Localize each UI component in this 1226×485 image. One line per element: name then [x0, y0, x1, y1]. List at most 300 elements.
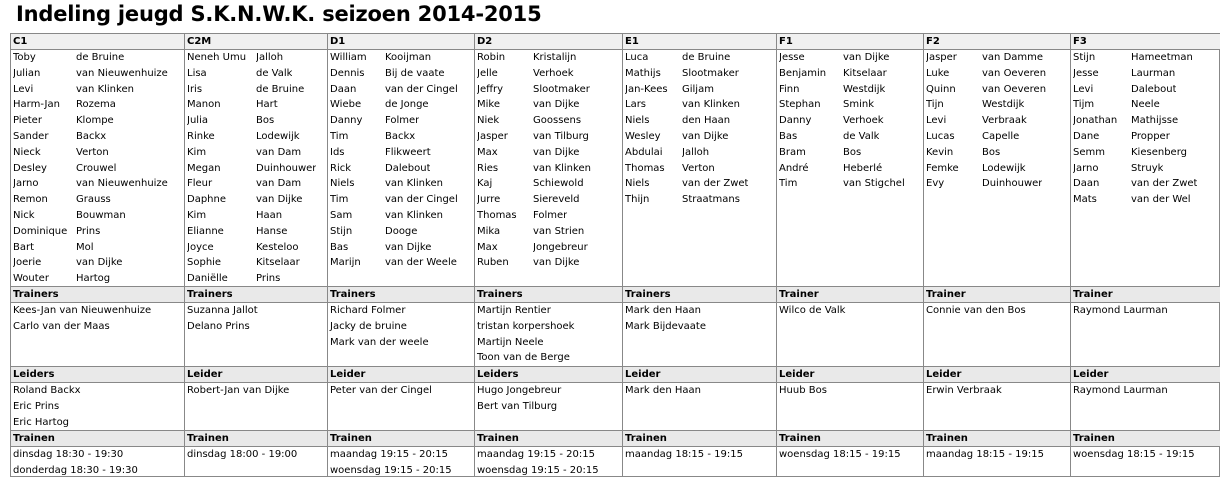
- player-row: [475, 50, 622, 66]
- training-section: [185, 430, 327, 478]
- leaders-entry: Erwin Verbraak: [926, 385, 1002, 396]
- player-first-name: Jurre: [477, 194, 501, 206]
- player-row: [777, 50, 923, 66]
- player-last-name: de Bruine: [256, 83, 305, 95]
- trainers-section: [11, 286, 184, 367]
- leaders-label: Leiders: [11, 367, 184, 383]
- player-last-name: van der Zwet: [1131, 178, 1198, 190]
- leaders-section: [777, 366, 923, 431]
- player-first-name: Luca: [625, 52, 649, 63]
- player-last-name: Neele: [1131, 99, 1160, 111]
- training-section: [328, 430, 474, 478]
- player-row: [11, 224, 184, 240]
- trainers-entry: Martijn Rentier: [477, 305, 551, 316]
- player-last-name: van Dijke: [682, 130, 729, 142]
- player-row: [11, 82, 184, 98]
- player-last-name: Kooijman: [385, 52, 432, 63]
- player-last-name: van Klinken: [533, 162, 591, 174]
- player-first-name: Tijn: [926, 99, 944, 111]
- player-last-name: Smink: [843, 99, 874, 111]
- player-row: [1071, 176, 1220, 192]
- trainers-entry: Wilco de Valk: [779, 305, 846, 316]
- player-first-name: Desley: [13, 162, 47, 174]
- player-first-name: Harm-Jan: [13, 99, 60, 111]
- player-row: [185, 113, 327, 129]
- player-first-name: Niek: [477, 115, 500, 127]
- player-last-name: Struyk: [1131, 162, 1164, 174]
- team-column: [923, 34, 1070, 476]
- leaders-section: [1071, 366, 1220, 431]
- trainers-entry: Jacky de bruine: [330, 320, 407, 332]
- leaders-label: Leider: [1071, 367, 1220, 383]
- player-row: [328, 161, 474, 177]
- player-last-name: van der Cingel: [385, 83, 458, 95]
- player-last-name: Hameetman: [1131, 52, 1193, 63]
- player-row: [1071, 50, 1220, 66]
- player-first-name: Bas: [779, 130, 798, 142]
- trainers-entry: Raymond Laurman: [1073, 305, 1168, 316]
- player-first-name: Niels: [330, 178, 355, 190]
- leaders-entry: Roland Backx: [13, 385, 81, 396]
- player-first-name: Lars: [625, 99, 647, 111]
- leaders-section: [924, 366, 1070, 431]
- player-last-name: Laurman: [1131, 67, 1176, 79]
- player-row: [1071, 192, 1220, 208]
- players-section: [1071, 34, 1220, 286]
- trainers-entry: Martijn Neele: [477, 336, 544, 348]
- player-last-name: Siereveld: [533, 194, 580, 206]
- player-last-name: Verton: [682, 162, 715, 174]
- player-last-name: Kristalijn: [533, 52, 577, 63]
- team-column: [776, 34, 923, 476]
- leaders-section: [623, 366, 776, 431]
- team-table: [10, 33, 1220, 477]
- player-first-name: William: [330, 52, 367, 63]
- player-first-name: Neneh Umu: [187, 52, 247, 63]
- player-first-name: Megan: [187, 162, 221, 174]
- training-entry: dinsdag 18:00 - 19:00: [187, 449, 298, 460]
- player-last-name: van der Cingel: [385, 194, 458, 206]
- team-column: [184, 34, 327, 476]
- players-section: [623, 34, 776, 286]
- player-row: [185, 66, 327, 82]
- player-first-name: Jesse: [779, 52, 805, 63]
- player-first-name: Marijn: [330, 257, 361, 269]
- player-first-name: Levi: [926, 115, 947, 127]
- player-last-name: Westdijk: [843, 83, 886, 95]
- player-row: [1071, 82, 1220, 98]
- player-first-name: Julian: [13, 67, 41, 79]
- training-label: Trainen: [328, 431, 474, 447]
- training-label: Trainen: [777, 431, 923, 447]
- training-label: Trainen: [924, 431, 1070, 447]
- player-first-name: Sophie: [187, 257, 222, 269]
- player-first-name: Semm: [1073, 146, 1105, 158]
- team-column: [1070, 34, 1220, 476]
- player-row: [185, 129, 327, 145]
- player-row: [185, 176, 327, 192]
- player-last-name: Bouwman: [76, 209, 126, 221]
- player-row: [623, 113, 776, 129]
- player-first-name: Max: [477, 146, 498, 158]
- player-last-name: de Valk: [843, 130, 880, 142]
- player-last-name: Slootmaker: [682, 67, 739, 79]
- player-row: [11, 255, 184, 271]
- player-last-name: Capelle: [982, 130, 1020, 142]
- team-name: C2M: [185, 34, 327, 50]
- player-last-name: van der Zwet: [682, 178, 749, 190]
- player-row: [328, 224, 474, 240]
- player-row: [328, 82, 474, 98]
- player-first-name: Lucas: [926, 130, 955, 142]
- player-row: [11, 129, 184, 145]
- player-row: [623, 129, 776, 145]
- player-last-name: van Dam: [256, 178, 302, 190]
- trainers-entry: Delano Prins: [187, 320, 250, 332]
- trainers-entry: Mark van der weele: [330, 336, 429, 348]
- team-name: D1: [328, 34, 474, 50]
- player-last-name: van Dijke: [256, 194, 303, 206]
- player-first-name: Nieck: [13, 146, 41, 158]
- leaders-entry: Bert van Tilburg: [477, 400, 558, 412]
- player-last-name: Westdijk: [982, 99, 1025, 111]
- player-row: [185, 224, 327, 240]
- player-row: [475, 66, 622, 82]
- player-last-name: Hart: [256, 99, 278, 111]
- leaders-section: [328, 366, 474, 431]
- player-row: [11, 192, 184, 208]
- player-row: [924, 66, 1070, 82]
- player-row: [777, 113, 923, 129]
- player-row: [328, 255, 474, 271]
- players-section: [11, 34, 184, 286]
- player-last-name: Mathijsse: [1131, 115, 1179, 127]
- player-first-name: Daphne: [187, 194, 227, 206]
- trainers-section: [328, 286, 474, 367]
- player-row: [777, 145, 923, 161]
- player-last-name: Heberlé: [843, 162, 883, 174]
- player-last-name: Schiewold: [533, 178, 584, 190]
- team-column: [11, 34, 184, 476]
- players-section: [475, 34, 622, 286]
- player-first-name: Wesley: [625, 130, 661, 142]
- player-last-name: Kiesenberg: [1131, 146, 1187, 158]
- player-first-name: Mika: [477, 225, 501, 237]
- player-last-name: Backx: [385, 130, 416, 142]
- player-first-name: Levi: [1073, 83, 1094, 95]
- player-first-name: Daan: [1073, 178, 1100, 190]
- player-first-name: Joyce: [187, 241, 214, 253]
- player-last-name: Dalebout: [1131, 83, 1177, 95]
- player-row: [185, 145, 327, 161]
- player-last-name: Lodewijk: [256, 130, 300, 142]
- players-section: [185, 34, 327, 286]
- player-first-name: Niels: [625, 115, 650, 127]
- player-last-name: van Nieuwenhuize: [76, 67, 168, 79]
- player-first-name: Thijn: [625, 194, 650, 206]
- player-last-name: van Dijke: [76, 257, 123, 269]
- player-row: [623, 66, 776, 82]
- player-last-name: van der Wel: [1131, 194, 1191, 206]
- training-section: [475, 430, 622, 478]
- player-last-name: van Tilburg: [533, 130, 589, 142]
- player-last-name: Folmer: [533, 209, 568, 221]
- player-row: [328, 129, 474, 145]
- trainers-entry: Mark den Haan: [625, 305, 701, 316]
- player-row: [11, 208, 184, 224]
- player-first-name: Wouter: [13, 273, 49, 285]
- player-first-name: Daniëlle: [187, 273, 228, 285]
- player-first-name: Jesse: [1073, 67, 1099, 79]
- training-entry: dinsdag 18:30 - 19:30: [13, 449, 124, 460]
- player-row: [475, 240, 622, 256]
- player-first-name: Jan-Kees: [625, 83, 668, 95]
- player-row: [777, 129, 923, 145]
- player-row: [1071, 113, 1220, 129]
- player-row: [11, 145, 184, 161]
- player-first-name: Bram: [779, 146, 806, 158]
- training-entry: donderdag 18:30 - 19:30: [13, 464, 138, 476]
- training-label: Trainen: [475, 431, 622, 447]
- player-last-name: de Jonge: [385, 99, 429, 111]
- player-last-name: Folmer: [385, 115, 420, 127]
- player-row: [328, 145, 474, 161]
- player-last-name: Haan: [256, 209, 283, 221]
- player-first-name: Tijm: [1073, 99, 1095, 111]
- training-section: [924, 430, 1070, 478]
- player-row: [777, 161, 923, 177]
- player-row: [1071, 97, 1220, 113]
- player-first-name: Mathijs: [625, 67, 661, 79]
- trainers-entry: Kees-Jan van Nieuwenhuize: [13, 305, 152, 316]
- player-row: [328, 192, 474, 208]
- player-last-name: van Dijke: [533, 146, 580, 158]
- player-row: [328, 50, 474, 66]
- player-row: [328, 240, 474, 256]
- player-last-name: Kesteloo: [256, 241, 299, 253]
- player-last-name: Goossens: [533, 115, 582, 127]
- player-first-name: Stephan: [779, 99, 821, 111]
- player-first-name: Remon: [13, 194, 48, 206]
- player-first-name: Stijn: [330, 225, 353, 237]
- player-first-name: Ruben: [477, 257, 509, 269]
- player-first-name: Benjamin: [779, 67, 827, 79]
- player-last-name: Straatmans: [682, 194, 740, 206]
- player-first-name: Bart: [13, 241, 35, 253]
- player-row: [777, 66, 923, 82]
- trainers-entry: tristan korpershoek: [477, 320, 575, 332]
- trainers-section: [924, 286, 1070, 367]
- player-row: [475, 161, 622, 177]
- player-first-name: Kevin: [926, 146, 954, 158]
- player-last-name: Kitselaar: [843, 67, 887, 79]
- player-first-name: Bas: [330, 241, 349, 253]
- player-last-name: Grauss: [76, 194, 111, 206]
- player-last-name: de Valk: [256, 67, 293, 79]
- player-first-name: Kim: [187, 209, 207, 221]
- player-last-name: Verton: [76, 146, 109, 158]
- team-name: C1: [11, 34, 184, 50]
- leaders-label: Leider: [924, 367, 1070, 383]
- player-first-name: Elianne: [187, 225, 224, 237]
- player-row: [475, 176, 622, 192]
- player-last-name: den Haan: [682, 115, 731, 127]
- player-row: [328, 176, 474, 192]
- player-first-name: Mats: [1073, 194, 1097, 206]
- player-row: [1071, 161, 1220, 177]
- player-last-name: Slootmaker: [533, 83, 590, 95]
- trainers-label: Trainer: [1071, 287, 1220, 303]
- player-row: [623, 97, 776, 113]
- player-last-name: Verhoek: [533, 67, 574, 79]
- player-last-name: van Dijke: [533, 99, 580, 111]
- player-row: [777, 97, 923, 113]
- player-row: [11, 97, 184, 113]
- team-name: D2: [475, 34, 622, 50]
- player-row: [475, 129, 622, 145]
- player-row: [475, 113, 622, 129]
- player-row: [185, 255, 327, 271]
- player-last-name: van Dam: [256, 146, 302, 158]
- player-first-name: Kim: [187, 146, 207, 158]
- team-name: F2: [924, 34, 1070, 50]
- leaders-entry: Mark den Haan: [625, 385, 701, 396]
- player-row: [328, 97, 474, 113]
- player-first-name: Sam: [330, 209, 353, 221]
- player-row: [924, 145, 1070, 161]
- player-last-name: Flikweert: [385, 146, 431, 158]
- training-section: [623, 430, 776, 478]
- trainers-label: Trainer: [924, 287, 1070, 303]
- player-row: [11, 240, 184, 256]
- player-last-name: Jalloh: [256, 52, 284, 63]
- trainers-label: Trainer: [777, 287, 923, 303]
- leaders-section: [185, 366, 327, 431]
- training-label: Trainen: [1071, 431, 1220, 447]
- player-row: [185, 271, 327, 287]
- trainers-section: [185, 286, 327, 367]
- player-last-name: Bos: [843, 146, 862, 158]
- player-first-name: Femke: [926, 162, 959, 174]
- player-first-name: Jarno: [13, 178, 39, 190]
- player-row: [185, 50, 327, 66]
- player-first-name: Tim: [779, 178, 798, 190]
- training-entry: maandag 18:15 - 19:15: [625, 449, 743, 460]
- player-first-name: Ids: [330, 146, 345, 158]
- player-first-name: Jonathan: [1073, 115, 1118, 127]
- player-first-name: Sander: [13, 130, 49, 142]
- player-first-name: Ries: [477, 162, 499, 174]
- player-first-name: Jelle: [477, 67, 498, 79]
- player-first-name: Fleur: [187, 178, 213, 190]
- player-row: [623, 82, 776, 98]
- team-name: F3: [1071, 34, 1220, 50]
- player-last-name: Jongebreur: [533, 241, 588, 253]
- player-last-name: Verbraak: [982, 115, 1027, 127]
- leaders-label: Leider: [777, 367, 923, 383]
- player-row: [185, 192, 327, 208]
- player-first-name: Nick: [13, 209, 35, 221]
- training-entry: maandag 18:15 - 19:15: [926, 449, 1044, 460]
- player-row: [1071, 66, 1220, 82]
- player-last-name: Giljam: [682, 83, 714, 95]
- team-column: [474, 34, 622, 476]
- leaders-label: Leider: [185, 367, 327, 383]
- player-row: [924, 161, 1070, 177]
- player-row: [623, 50, 776, 66]
- player-first-name: Manon: [187, 99, 221, 111]
- player-last-name: Klompe: [76, 115, 114, 127]
- player-row: [475, 224, 622, 240]
- player-first-name: Mike: [477, 99, 500, 111]
- player-row: [475, 255, 622, 271]
- player-row: [924, 82, 1070, 98]
- trainers-label: Trainers: [11, 287, 184, 303]
- player-row: [328, 208, 474, 224]
- player-last-name: de Bruine: [76, 52, 125, 63]
- player-row: [623, 161, 776, 177]
- training-entry: maandag 19:15 - 20:15: [330, 449, 448, 460]
- player-row: [1071, 145, 1220, 161]
- player-first-name: Levi: [13, 83, 34, 95]
- leaders-entry: Hugo Jongebreur: [477, 385, 562, 396]
- player-row: [475, 192, 622, 208]
- leaders-entry: Eric Prins: [13, 400, 60, 412]
- trainers-entry: Mark Bijdevaate: [625, 320, 707, 332]
- player-last-name: Duinhouwer: [982, 178, 1043, 190]
- player-first-name: Pieter: [13, 115, 42, 127]
- player-first-name: Quinn: [926, 83, 956, 95]
- trainers-entry: Suzanna Jallot: [187, 305, 258, 316]
- player-first-name: Joerie: [13, 257, 42, 269]
- player-last-name: van Damme: [982, 52, 1044, 63]
- player-row: [777, 176, 923, 192]
- player-row: [475, 208, 622, 224]
- player-first-name: Finn: [779, 83, 800, 95]
- leaders-section: [11, 366, 184, 431]
- player-first-name: Dominique: [13, 225, 68, 237]
- trainers-label: Trainers: [475, 287, 622, 303]
- training-entry: woensdag 19:15 - 20:15: [477, 464, 599, 476]
- player-row: [185, 240, 327, 256]
- player-row: [11, 161, 184, 177]
- player-first-name: Abdulai: [625, 146, 663, 158]
- player-last-name: Hartog: [76, 273, 111, 285]
- player-row: [11, 113, 184, 129]
- player-row: [623, 145, 776, 161]
- player-first-name: Dennis: [330, 67, 365, 79]
- training-section: [1071, 430, 1220, 478]
- player-first-name: Julia: [187, 115, 208, 127]
- player-row: [11, 271, 184, 287]
- player-first-name: Danny: [779, 115, 812, 127]
- player-last-name: Backx: [76, 130, 107, 142]
- player-last-name: van Klinken: [385, 209, 443, 221]
- player-last-name: van Dijke: [385, 241, 432, 253]
- player-first-name: Tim: [330, 130, 349, 142]
- players-section: [924, 34, 1070, 286]
- leaders-entry: Raymond Laurman: [1073, 385, 1168, 396]
- player-last-name: Duinhouwer: [256, 162, 317, 174]
- leaders-section: [475, 366, 622, 431]
- player-last-name: Lodewijk: [982, 162, 1026, 174]
- player-first-name: Thomas: [625, 162, 665, 174]
- player-first-name: Thomas: [477, 209, 517, 221]
- leaders-entry: Huub Bos: [779, 385, 827, 396]
- player-first-name: Rick: [330, 162, 352, 174]
- player-row: [185, 97, 327, 113]
- player-first-name: Jarno: [1073, 162, 1099, 174]
